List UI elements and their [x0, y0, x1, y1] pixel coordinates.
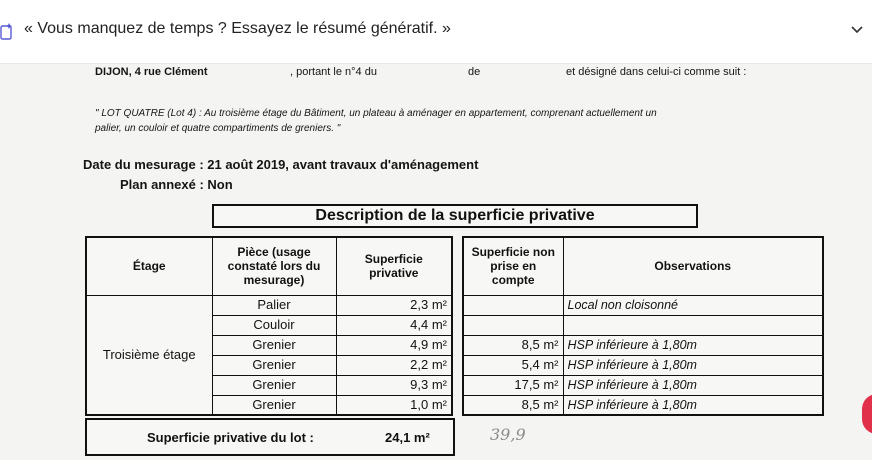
document-scan	[0, 64, 872, 460]
header-superficie-privative: Superficie privative	[336, 237, 452, 295]
piece-cell: Grenier	[212, 375, 336, 395]
sparkle-document-icon	[0, 22, 14, 40]
floating-action-button[interactable]	[862, 394, 872, 434]
non-prise-cell: 17,5 m²	[463, 375, 563, 395]
non-prise-cell	[463, 295, 563, 315]
lot-description-line-2: palier, un couloir et quatre compartiments de greniers. "	[95, 123, 341, 134]
piece-cell: Palier	[212, 295, 336, 315]
header-etage: Étage	[86, 237, 212, 295]
privative-cell: 1,0 m²	[336, 395, 452, 415]
privative-cell: 4,9 m²	[336, 335, 452, 355]
summary-suggestion-text[interactable]: « Vous manquez de temps ? Essayez le résumé génératif. »	[24, 20, 451, 37]
privative-cell: 2,3 m²	[336, 295, 452, 315]
observation-cell	[563, 315, 823, 335]
piece-cell: Grenier	[212, 355, 336, 375]
measure-date: Date du mesurage : 21 août 2019, avant travaux d'aménagement	[83, 157, 479, 172]
privative-cell: 4,4 m²	[336, 315, 452, 335]
total-label: Superficie privative du lot :	[147, 430, 314, 445]
surface-table-left	[85, 236, 453, 416]
chevron-down-icon[interactable]	[850, 25, 864, 35]
address-city-street: DIJON, 4 rue Clément	[95, 66, 208, 78]
observation-cell: HSP inférieure à 1,80m	[563, 355, 823, 375]
piece-cell: Couloir	[212, 315, 336, 335]
surface-table-right	[462, 236, 824, 416]
observation-cell: HSP inférieure à 1,80m	[563, 335, 823, 355]
address-de: de	[468, 66, 481, 78]
address-designation: et désigné dans celui-ci comme suit :	[566, 66, 747, 78]
observation-cell: HSP inférieure à 1,80m	[563, 395, 823, 415]
floor-cell: Troisième étage	[86, 295, 212, 415]
header-superficie-non-prise: Superficie non prise en compte	[463, 237, 563, 295]
header-observations: Observations	[563, 237, 823, 295]
table-title: Description de la superficie privative	[212, 204, 698, 228]
handwritten-note	[488, 418, 538, 450]
plan-annexe: Plan annexé : Non	[120, 177, 233, 192]
address-number: , portant le n°4 du	[290, 66, 377, 78]
piece-cell: Grenier	[212, 335, 336, 355]
privative-cell: 2,2 m²	[336, 355, 452, 375]
non-prise-cell: 5,4 m²	[463, 355, 563, 375]
observation-cell: Local non cloisonné	[563, 295, 823, 315]
privative-cell: 9,3 m²	[336, 375, 452, 395]
non-prise-cell: 8,5 m²	[463, 335, 563, 355]
non-prise-cell: 8,5 m²	[463, 395, 563, 415]
observation-cell: HSP inférieure à 1,80m	[563, 375, 823, 395]
total-box	[85, 418, 455, 456]
svg-text:39,9: 39,9	[490, 425, 526, 444]
total-value: 24,1 m²	[385, 430, 430, 445]
non-prise-cell	[463, 315, 563, 335]
lot-description-line-1: " LOT QUATRE (Lot 4) : Au troisième étage du Bâtiment, un plateau à aménager en appartement, comprenant actuellement un	[95, 108, 657, 119]
piece-cell: Grenier	[212, 395, 336, 415]
header-piece: Pièce (usage constaté lors du mesurage)	[212, 237, 336, 295]
summary-banner	[0, 0, 872, 64]
